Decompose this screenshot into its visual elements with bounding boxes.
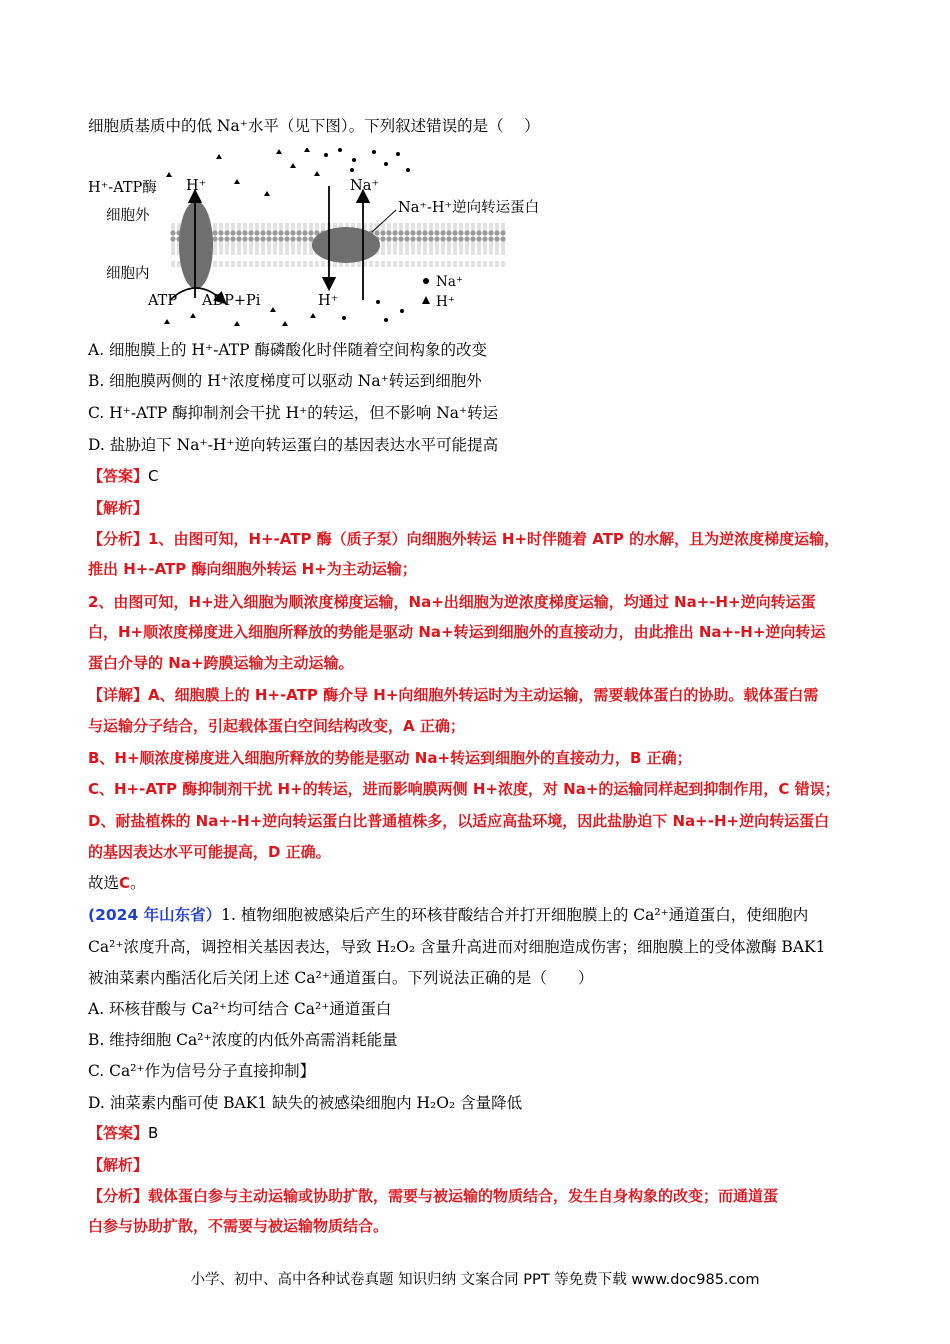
outside-label: 细胞外 bbox=[106, 208, 150, 224]
q1-conclusion-answer: C bbox=[119, 874, 131, 892]
q1-conclusion bbox=[88, 872, 888, 894]
antiporter-label: Na⁺-H⁺逆向转运蛋白 bbox=[398, 200, 540, 216]
q1-fenxi-line: 2、由图可知，H+进入细胞为顺浓度梯度运输，Na+出细胞为逆浓度梯度运输，均通过 Na+-H+逆向转运蛋 bbox=[88, 593, 816, 611]
q1-option-a: A. 细胞膜上的 H⁺-ATP 酶磷酸化时伴随着空间构象的改变 bbox=[88, 341, 487, 359]
na-top-label: Na⁺ bbox=[350, 178, 379, 194]
q2-answer-value: B bbox=[148, 1124, 159, 1142]
antiporter-protein bbox=[312, 227, 380, 263]
q2-fenxi-line: 白参与协助扩散，不需要与被运输物质结合。 bbox=[88, 1217, 389, 1235]
q1-xiangjie-line: D、耐盐植株的 Na+-H+逆向转运蛋白比普通植株多，以适应高盐环境，因此盐胁迫下 Na+-H+逆向转运蛋白 bbox=[88, 812, 830, 830]
h-top-label: H⁺ bbox=[186, 178, 207, 194]
q2-source: (2024 年山东省） bbox=[88, 906, 222, 924]
q1-fenxi-line: 【分析】1、由图可知，H+-ATP 酶（质子泵）向细胞外转运 H+时伴随着 ATP 的水解，且为逆浓度梯度运输， bbox=[88, 530, 840, 548]
q2-option-a: A. 环核苷酸与 Ca²⁺均可结合 Ca²⁺通道蛋白 bbox=[88, 1000, 392, 1018]
q1-option-b: B. 细胞膜两侧的 H⁺浓度梯度可以驱动 Na⁺转运到细胞外 bbox=[88, 372, 482, 390]
q1-xiangjie-line: 与运输分子结合，引起载体蛋白空间结构改变，A 正确； bbox=[88, 717, 465, 735]
membrane-diagram bbox=[86, 148, 566, 330]
q1-answer-value: C bbox=[148, 467, 159, 485]
q1-xiangjie-line: 【详解】A、细胞膜上的 H+-ATP 酶介导 H+向细胞外转运时为主动运输，需要载体蛋白的协助。载体蛋白需 bbox=[88, 686, 819, 704]
legend-na-label: Na⁺ bbox=[436, 274, 463, 290]
atpase-protein bbox=[179, 201, 213, 289]
legend-h-label: H⁺ bbox=[436, 294, 455, 310]
q2-stem-first bbox=[88, 904, 888, 926]
inside-label: 细胞内 bbox=[106, 266, 150, 282]
atpase-label: H⁺-ATP酶 bbox=[88, 180, 157, 196]
q1-conclusion-prefix: 故选 bbox=[88, 874, 120, 892]
q1-option-c: C. H⁺-ATP 酶抑制剂会干扰 H⁺的转运，但不影响 Na⁺转运 bbox=[88, 404, 499, 422]
atp-label: ATP bbox=[148, 293, 178, 309]
q2-option-d: D. 油菜素内酯可使 BAK1 缺失的被感染细胞内 H₂O₂ 含量降低 bbox=[88, 1094, 523, 1112]
page-footer: 小学、初中、高中各种试卷真题 知识归纳 文案合同 PPT 等免费下载 www.doc985.com bbox=[190, 1272, 760, 1288]
q1-fenxi-line: 蛋白介导的 Na+跨膜运输为主动运输。 bbox=[88, 654, 354, 672]
adp-label: ADP+Pi bbox=[202, 293, 261, 309]
q1-fenxi-line: 白，H+顺浓度梯度进入细胞所释放的势能是驱动 Na+转运到细胞外的直接动力，由此推出 Na+-H+逆向转运 bbox=[88, 623, 826, 641]
q2-fenxi-line: 【分析】载体蛋白参与主动运输或协助扩散，需要与被运输的物质结合，发生自身构象的改变；而通道蛋 bbox=[88, 1187, 779, 1205]
q1-analysis-label: 【解析】 bbox=[88, 499, 149, 517]
q1-answer-label: 【答案】 bbox=[88, 467, 149, 485]
h-bottom-label: H⁺ bbox=[318, 293, 339, 309]
q1-conclusion-suffix: 。 bbox=[130, 874, 146, 892]
q2-stem-line: 1. 植物细胞被感染后产生的环核苷酸结合并打开细胞膜上的 Ca²⁺通道蛋白，使细胞内 bbox=[221, 906, 809, 924]
q1-xiangjie-line: B、H+顺浓度梯度进入细胞所释放的势能是驱动 Na+转运到细胞外的直接动力，B 正确； bbox=[88, 749, 692, 767]
q1-option-d: D. 盐胁迫下 Na⁺-H⁺逆向转运蛋白的基因表达水平可能提高 bbox=[88, 436, 499, 454]
q2-stem-line: 被油菜素内酯活化后关闭上述 Ca²⁺通道蛋白。下列说法正确的是（ ） bbox=[88, 969, 594, 987]
q2-stem-line: Ca²⁺浓度升高，调控相关基因表达，导致 H₂O₂ 含量升高进而对细胞造成伤害；细胞膜上的受体激酶 BAK1 bbox=[88, 938, 826, 956]
legend-h-triangle bbox=[422, 296, 430, 304]
q1-fenxi-line: 推出 H+-ATP 酶向细胞外转运 H+为主动运输； bbox=[88, 560, 417, 578]
question-intro: 细胞质基质中的低 Na⁺水平（见下图）。下列叙述错误的是（ ） bbox=[88, 117, 540, 135]
q2-analysis-label: 【解析】 bbox=[88, 1156, 149, 1174]
q1-xiangjie-line: 的基因表达水平可能提高，D 正确。 bbox=[88, 843, 331, 861]
q2-option-c: C. Ca²⁺作为信号分子直接抑制】 bbox=[88, 1062, 316, 1080]
q2-answer-label: 【答案】 bbox=[88, 1124, 149, 1142]
q2-answer bbox=[88, 1122, 888, 1144]
q1-answer bbox=[88, 465, 888, 487]
inside-particles bbox=[164, 300, 404, 326]
q1-xiangjie-line: C、H+-ATP 酶抑制剂干扰 H+的转运，进而影响膜两侧 H+浓度，对 Na+的运输同样起到抑制作用，C 错误； bbox=[88, 780, 840, 798]
q2-option-b: B. 维持细胞 Ca²⁺浓度的内低外高需消耗能量 bbox=[88, 1031, 398, 1049]
legend-na-dot bbox=[423, 278, 429, 284]
